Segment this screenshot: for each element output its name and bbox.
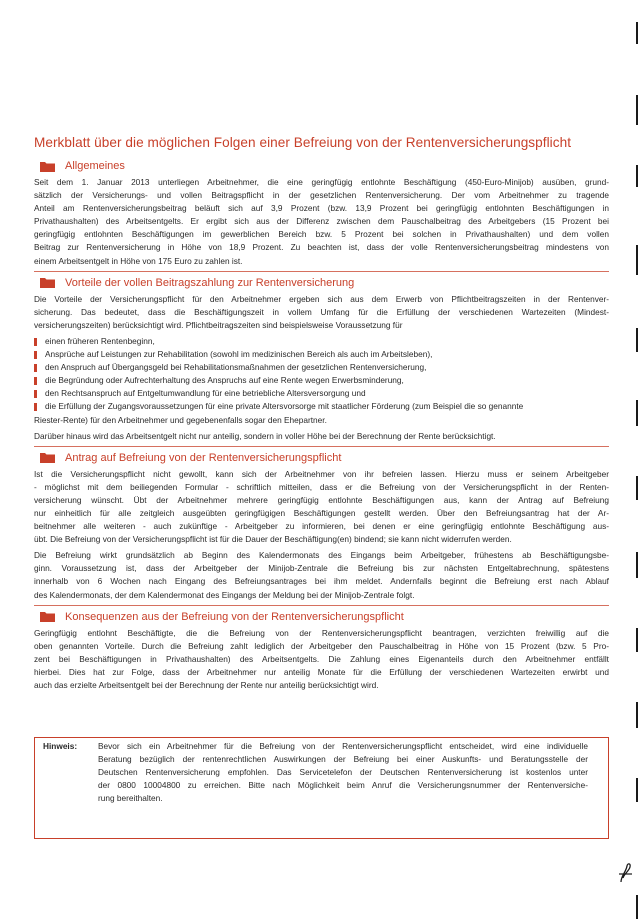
section-heading-label: Konsequenzen aus der Befreiung von der Rentenversicherungspflicht: [65, 610, 404, 623]
text-line: sätzlich der Versicherungs- und vollen Beitragspflicht in der gesetzlichen Rentenversicherung. Der vom Arbeitnehmer zu tragende: [34, 190, 609, 201]
scissors-mark-icon: [618, 862, 634, 884]
text-line: versicherungszeiten) berücksichtigt wird. Pflichtbeitragszeiten sind beispielsweise Voraussetzung für: [34, 319, 403, 330]
text-line: Seit dem 1. Januar 2013 unterliegen Arbeitnehmer, die eine geringfügig entlohnte Beschäftigung (450-Euro-Minijob) ausüben, grund-: [34, 177, 609, 187]
text-line: Ist die Versicherungspflicht nicht gewollt, kann sich der Arbeitnehmer von ihr befreien lassen. Hierzu muss er seinem Arbeitgeber: [34, 468, 609, 479]
text-line: ginn. Voraussetzung ist, dass der Arbeitgeber der Minijob-Zentrale die Befreiung bis zur nächsten Entgeltabrechnung, spätestens: [34, 563, 609, 574]
text-line: beitnehmer alle weiteren - auch zukünftige - Arbeitgeber zu informieren, bei denen er eine geringfügig entlohnte Beschäftigung aus-: [34, 521, 609, 532]
section-heading-konsequenzen: [34, 609, 609, 625]
divider: [34, 605, 609, 606]
list-item: den Rechtsanspruch auf Entgeltumwandlung für eine betriebliche Altersversorgung und: [34, 387, 609, 400]
text-line: des Kalendermonats, der dem Kalendermonat des Eingangs der Meldung bei der Minijob-Zentrale folgt.: [34, 589, 415, 600]
folder-icon: [40, 277, 55, 288]
note-box: [34, 737, 609, 839]
text-line: übt. Die Befreiung von der Versicherungspflicht ist für die Dauer der Beschäftigung(en) bindend; sie kann nicht widerrufen werden.: [34, 534, 512, 545]
section-heading-antrag: [34, 450, 609, 466]
text-line: Die Befreiung wirkt grundsätzlich ab Beginn des Kalendermonats des Eingangs beim Arbeitgeber, frühestens ab Beschäftigungsbe-: [34, 550, 609, 561]
bullet-marker: [34, 390, 37, 398]
page: [34, 0, 614, 924]
text-line: - möglichst mit dem beiliegenden Formular - schriftlich mitteilen, dass er die Befreiung von der Versicherungspflicht in der Renten-: [34, 481, 609, 492]
text-line: innerhalb von 6 Wochen nach Eingang des Befreiungsantrages bei ihm meldet. Andernfalls beginnt die Befreiung erst nach Ablauf: [34, 576, 609, 587]
section-heading-vorteile: [34, 275, 609, 291]
folder-icon: [40, 452, 55, 463]
section-heading-allgemeines: [34, 158, 609, 174]
divider: [34, 446, 609, 447]
section-heading-label: Vorteile der vollen Beitragszahlung zur Rentenversicherung: [65, 276, 355, 289]
section-heading-label: Antrag auf Befreiung von der Rentenversicherungspflicht: [65, 451, 342, 464]
divider: [34, 271, 609, 272]
section-paragraph: [34, 430, 609, 443]
text-line: Beitrag zur Rentenversicherung in Höhe von 18,9 Prozent. Zu beachten ist, dass der volle Rentenversicherungsbeitrag mindestens von: [34, 242, 609, 253]
list-item: Ansprüche auf Leistungen zur Rehabilitation (sowohl im medizinischen Bereich als auch im Arbeitsleben),: [34, 348, 609, 361]
text-line: oben genannten Vorteile. Durch die Befreiung zahlt lediglich der Arbeitgeber den Pauschalbeitrag in Höhe von 15 Prozent (bzw. 5 Pro-: [34, 640, 609, 651]
list-item: die Begründung oder Aufrechterhaltung des Anspruchs auf eine Rente wegen Erwerbsminderung,: [34, 374, 609, 387]
folder-icon: [40, 161, 55, 172]
list-item: einen früheren Rentenbeginn,: [34, 335, 609, 348]
bullet-marker: [34, 364, 37, 372]
bullet-marker: [34, 403, 37, 411]
text-line: einem Arbeitsentgelt in Höhe von 175 Euro zu zahlen ist.: [34, 255, 243, 266]
text-line: Beratung bezüglich der rentenrechtlichen Auswirkungen der Befreiung bei einer Auskunfts- und Beratungsstelle der: [98, 754, 588, 765]
bullet-marker: [34, 377, 37, 385]
list-item: den Anspruch auf Übergangsgeld bei Rehabilitationsmaßnahmen der gesetzlichen Rentenversicherung,: [34, 361, 609, 374]
edge-marks: [628, 0, 638, 924]
section-paragraph: [34, 627, 609, 692]
text-line: versicherung wünscht. Übt der Arbeitnehmer mehrere geringfügig entlohnte Beschäftigungen aus, kann der Antrag auf Befreiung: [34, 494, 609, 505]
text-line: rung bereithalten.: [98, 793, 163, 804]
bullet-marker: [34, 351, 37, 359]
bullet-list: [34, 335, 609, 427]
text-line: geringfügig entlohnten Beschäftigungen im gewerblichen Bereich bzw. 5 Prozent bei solchen in Privathaushalten) und dem vollen: [34, 229, 609, 240]
text-line: Deutschen Rentenversicherung empfohlen. Das Servicetelefon der Deutschen Rentenversicherung ist kostenlos unter: [98, 767, 588, 778]
folder-icon: [40, 611, 55, 622]
text-line: Privathaushalten) des Arbeitsentgelts. Er ergibt sich aus der Differenz zwischen dem Pauschalbeitrag des Arbeitgebers (15 Prozent bei: [34, 216, 609, 227]
section-paragraph: [34, 293, 609, 332]
list-item: die Erfüllung der Zugangsvoraussetzungen für eine private Altersvorsorge mit staatlicher Förderung (zum Beispiel die so genannte: [34, 400, 609, 413]
section-heading-label: Allgemeines: [65, 160, 125, 172]
page-title: Merkblatt über die möglichen Folgen einer Befreiung von der Rentenversicherungspflicht: [34, 135, 572, 150]
text-line: nur einheitlich für alle zeitgleich ausgeübten geringfügigen Beschäftigungen gestellt werden. Über den Befreiungsantrag hat der Ar-: [34, 507, 609, 518]
section-paragraph: [34, 549, 609, 601]
text-line: Bevor sich ein Arbeitnehmer für die Befreiung von der Rentenversicherungspflicht entscheidet, wird eine individuelle: [98, 741, 588, 751]
section-paragraph: [34, 468, 609, 547]
note-body: [98, 740, 588, 805]
note-label: Hinweis:: [43, 741, 78, 751]
text-line: Die Vorteile der Versicherungspflicht für den Arbeitnehmer ergeben sich aus dem Erwerb von Pflichtbeitragszeiten in der Rentenver-: [34, 293, 609, 304]
text-line: Anteil am Rentenversicherungsbeitrag beläuft sich auf 3,9 Prozent (bzw. 13,9 Prozent bei geringfügig entlohnten Beschäftigungen in: [34, 203, 609, 214]
list-item-continuation: Riester-Rente) für den Arbeitnehmer und gegebenenfalls sogar den Ehepartner.: [34, 414, 327, 425]
text-line: Geringfügig entlohnt Beschäftigte, die die Befreiung von der Rentenversicherungspflicht beantragen, verzichten freiwillig auf die: [34, 627, 609, 638]
text-line: sicherung. Das bedeutet, dass die Beschäftigungszeit in vollem Umfang für die Erfüllung der verschiedenen Wartezeiten (Mindest-: [34, 306, 609, 317]
text-line: zent bei Beschäftigungen in Privathaushalten) des Arbeitsentgelts. Die Zahlung eines Eigenanteils durch den Arbeitnehmer entfällt: [34, 653, 609, 664]
bullet-marker: [34, 338, 37, 346]
text-line: Darüber hinaus wird das Arbeitsentgelt nicht nur anteilig, sondern in voller Höhe bei der Berechnung der Rente berücksichtigt.: [34, 430, 496, 441]
content: [34, 158, 609, 692]
text-line: hierbei. Dies hat zur Folge, dass der Arbeitnehmer nur anteilig Monate für die Erfüllung der verschiedenen Wartezeiten erwirbt und: [34, 666, 609, 677]
text-line: der 0800 10004800 zu erreichen. Bitte nach Möglichkeit beim Anruf die Versicherungsnummer der Rentenversiche-: [98, 780, 588, 791]
text-line: auch das erzielte Arbeitsentgelt bei der Berechnung der Rente nur anteilig berücksichtigt wird.: [34, 680, 379, 690]
section-paragraph: [34, 176, 609, 268]
